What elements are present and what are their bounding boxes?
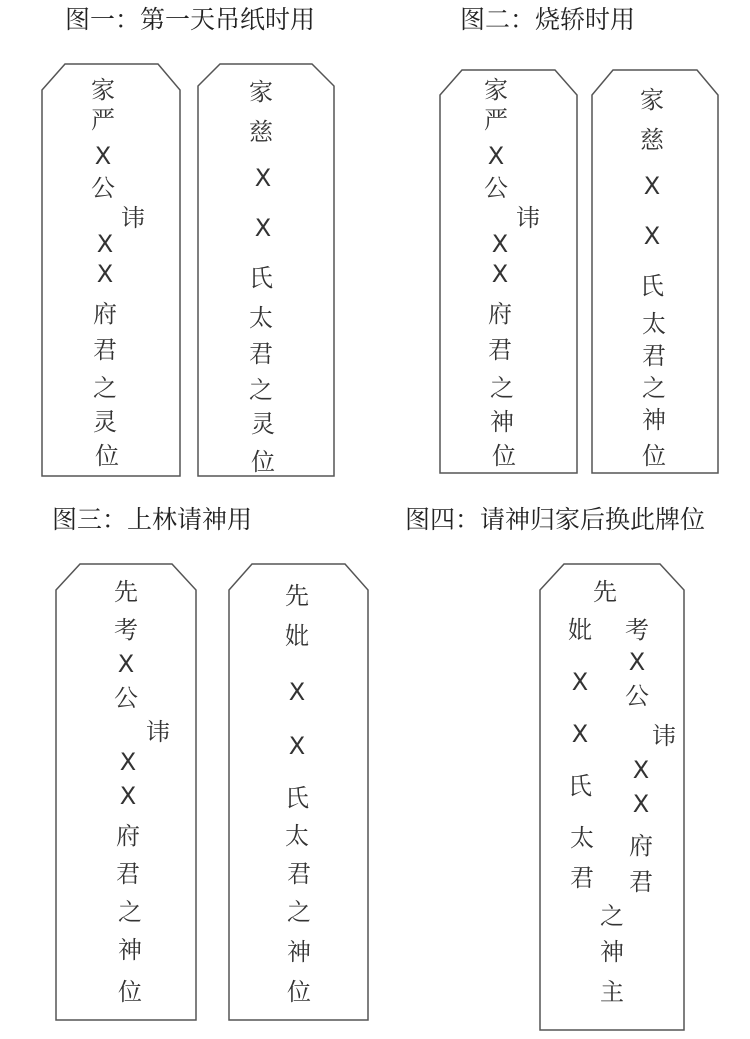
figure-2-tablet-2-text: [640, 86, 666, 470]
figure-1-tablet-2-text: [249, 78, 275, 476]
tablet-char: 氏: [568, 772, 592, 800]
tablet-char: X: [254, 164, 272, 192]
tablet-char: 之: [93, 374, 117, 402]
tablet-char: 慈: [640, 126, 664, 154]
tablet-char: X: [491, 230, 509, 258]
tablet-char: 考: [114, 616, 138, 644]
tablet-char: 君: [249, 340, 273, 368]
tablet-char: X: [254, 214, 272, 242]
tablet-char: 之: [600, 902, 624, 930]
tablet-char: 之: [118, 898, 142, 926]
tablet-char: 位: [492, 442, 516, 470]
tablet-char: 主: [600, 978, 624, 1006]
tablet-char: 神: [600, 938, 624, 966]
tablet-char: X: [96, 230, 114, 258]
tablet-char: 讳: [146, 718, 170, 746]
tablet-char: 严: [91, 106, 115, 134]
tablet-char: 位: [287, 978, 311, 1006]
tablet-char: 氏: [249, 264, 273, 292]
tablet-char: X: [487, 142, 505, 170]
tablet-char: 氏: [285, 784, 309, 812]
figure-4-caption: 图四：请神归家后换此牌位: [405, 505, 706, 534]
tablet-char: 先: [114, 578, 138, 606]
tablet-char: 先: [593, 578, 617, 606]
tablet-char: 妣: [568, 616, 592, 644]
tablet-char: 家: [484, 76, 508, 104]
tablet-char: 府: [488, 300, 512, 328]
figure-3-tablet-2-text: [285, 582, 311, 1006]
tablet-char: 府: [116, 822, 140, 850]
tablet-char: X: [628, 648, 646, 676]
tablet-char: X: [632, 756, 650, 784]
tablet-char: 太: [249, 304, 273, 332]
tablet-char: 君: [93, 336, 117, 364]
tablet-char: 太: [642, 310, 666, 338]
tablet-char: X: [119, 748, 137, 776]
tablet-char: 灵: [251, 410, 275, 438]
tablet-char: 家: [249, 78, 273, 106]
tablet-char: 位: [118, 978, 142, 1006]
tablet-char: 位: [642, 442, 666, 470]
tablet-char: 之: [287, 898, 311, 926]
tablet-char: X: [643, 172, 661, 200]
tablet-char: 家: [640, 86, 664, 114]
tablet-char: X: [288, 732, 306, 760]
tablet-char: 公: [484, 174, 508, 202]
tablet-char: 君: [629, 868, 653, 896]
tablet-char: 考: [625, 616, 649, 644]
tablet-char: 灵: [93, 408, 117, 436]
tablet-char: 君: [642, 342, 666, 370]
figure-1-caption: 图一：第一天吊纸时用: [65, 5, 316, 34]
tablet-char: 家: [91, 76, 115, 104]
tablet-char: 讳: [516, 204, 540, 232]
tablet-char: X: [491, 260, 509, 288]
figure-2-caption: 图二：烧轿时用: [460, 5, 636, 34]
tablet-char: X: [643, 222, 661, 250]
tablet-char: X: [117, 650, 135, 678]
tablet-char: 神: [642, 406, 666, 434]
tablet-char: 讳: [652, 722, 676, 750]
tablet-char: 公: [114, 684, 138, 712]
tablet-char: 之: [642, 374, 666, 402]
tablet-char: 君: [116, 860, 140, 888]
tablet-char: 神: [490, 408, 514, 436]
tablet-char: X: [571, 720, 589, 748]
tablet-char: 严: [484, 106, 508, 134]
tablet-char: 府: [629, 832, 653, 860]
tablet-char: 位: [251, 448, 275, 476]
tablet-char: X: [96, 260, 114, 288]
tablet-char: X: [571, 668, 589, 696]
tablet-char: 君: [570, 864, 594, 892]
tablet-char: 公: [91, 174, 115, 202]
tablet-char: 妣: [285, 622, 309, 650]
tablet-char: 府: [93, 300, 117, 328]
tablet-char: X: [119, 782, 137, 810]
tablet-char: 公: [625, 682, 649, 710]
tablet-char: X: [632, 790, 650, 818]
tablet-char: 讳: [121, 204, 145, 232]
figure-3-caption: 图三：上林请神用: [52, 505, 253, 534]
tablet-char: X: [288, 678, 306, 706]
tablet-char: 君: [287, 860, 311, 888]
tablet-char: 神: [118, 936, 142, 964]
tablet-char: 太: [285, 822, 309, 850]
tablet-char: 之: [249, 376, 273, 404]
tablet-char: 位: [95, 442, 119, 470]
tablet-char: 太: [570, 824, 594, 852]
tablet-char: X: [94, 142, 112, 170]
tablet-char: 慈: [249, 118, 273, 146]
tablet-char: 君: [488, 336, 512, 364]
tablet-char: 先: [285, 582, 309, 610]
tablet-char: 氏: [640, 272, 664, 300]
tablet-char: 之: [490, 374, 514, 402]
tablet-char: 神: [287, 938, 311, 966]
